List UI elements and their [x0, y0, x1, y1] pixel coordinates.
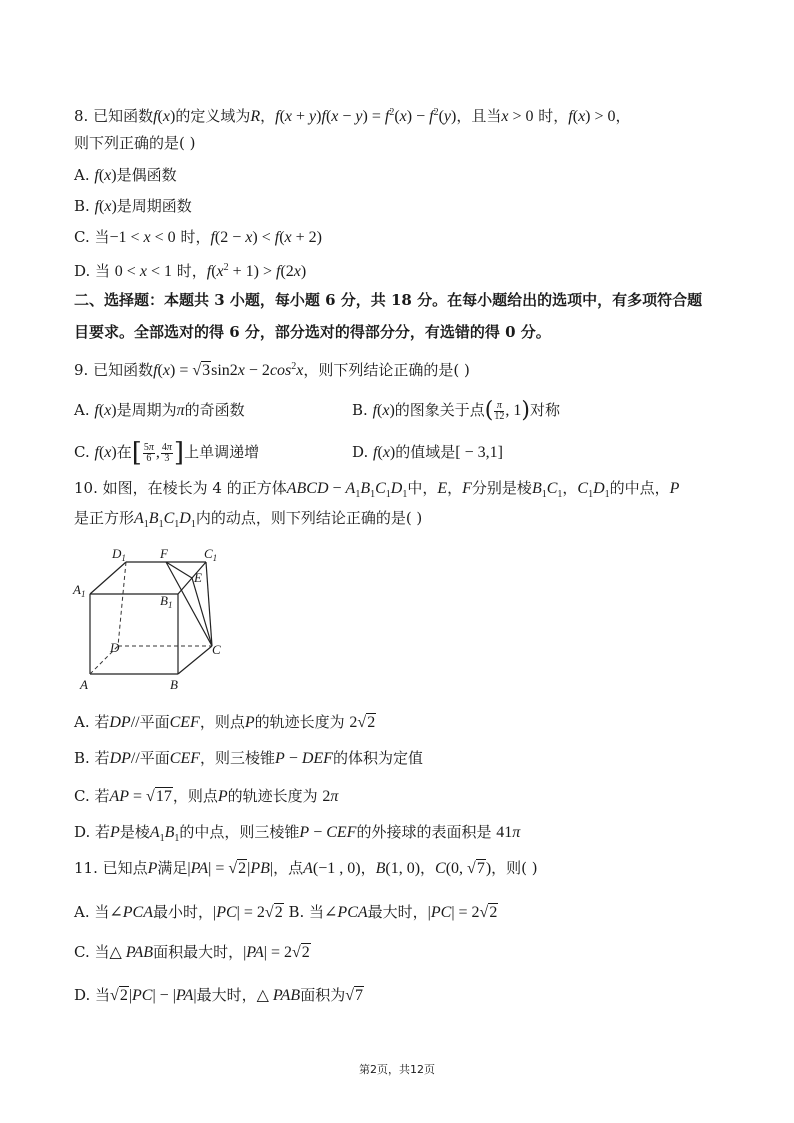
label-b: B: [170, 677, 178, 692]
label-d: D: [110, 640, 120, 655]
segment-fc: [166, 562, 212, 646]
q10-option-b: B. 若DP//平面CEF，则三棱锥P − DEF的体积为定值: [74, 749, 423, 767]
label-a1: $A_1$: [73, 582, 86, 599]
page-footer: 第2页，共12页: [359, 1063, 435, 1076]
label-a: A: [80, 677, 88, 692]
q10-stem-line1: 10. 如图，在棱长为 4 的正方体ABCD − $A_1B_1C_1D_1$中，E，F分别是棱$B_1C_1$，$C_1D_1$的中点，P: [74, 479, 680, 500]
q8-stem-line1: 8. 已知函数f(x)的定义域为R，$f(x + y)f(x - y) = f^2(x) - f^2(y)$，且当x > 0 时，f(x) > 0，: [74, 107, 631, 125]
q8-option-a: A. f(x)是偶函数: [74, 166, 177, 184]
section2-heading-line1: 二、选择题：本题共 3 小题，每小题 6 分，共 18 分。在每小题给出的选项中，有多项符合题: [74, 291, 703, 309]
q9-option-c: C. f(x)在[ $\frac{5\pi}{6}$ , $\frac{4\pi}{3}$ ]上单调递增: [74, 438, 260, 468]
label-e: E: [194, 570, 202, 585]
edge-a1d1: [90, 562, 126, 594]
q9-option-a: A. f(x)是周期为π的奇函数: [74, 401, 245, 419]
q10-stem-line2: 是正方形$A_1B_1C_1D_1$内的动点，则下列结论正确的是( ): [74, 509, 423, 530]
label-b1: $B_1$: [160, 593, 173, 610]
q9-stem: 9. 已知函数$f(x) = √3\sin 2x - 2\cos^2x$，则下列结论正确的是( ): [74, 361, 470, 379]
q10-option-c: C. 若AP = √17，则点P的轨迹长度为 2π: [74, 787, 339, 805]
q8-option-c: C. 当−1 < x < 0 时，f(2 − x) < f(x + 2): [74, 228, 322, 246]
section2-heading-line2: 目要求。全部选对的得 6 分，部分选对的得部分分，有选错的得 0 分。: [74, 323, 551, 341]
q8-option-b: B. f(x)是周期函数: [74, 197, 192, 215]
cube-figure: [70, 542, 240, 697]
q9-option-d: D. f(x)的值域是[ − 3,1]: [352, 443, 503, 461]
q9-option-b: B. f(x)的图象关于点( $\frac{\pi}{12}$ , 1)对称: [352, 398, 560, 423]
edge-bc: [178, 646, 212, 674]
label-c1: $C_1$: [204, 546, 218, 563]
q11-stem: 11. 已知点P满足|PA| = √2|PB|，点A(−1 , 0)，B(1, 0)，C(0, √7)，则( ): [74, 859, 538, 877]
label-f: F: [160, 546, 168, 561]
label-c: C: [212, 642, 221, 657]
q10-option-a: A. 若DP//平面CEF，则点P的轨迹长度为 2√2: [74, 713, 376, 731]
q10-option-d: D. 若P是棱$A_1B_1$的中点，则三棱锥P − CEF的外接球的表面积是 41π: [74, 823, 521, 844]
label-d1: $D_1$: [112, 546, 126, 563]
q11-option-c: C. 当△ PAB面积最大时，|PA| = 2√2: [74, 943, 310, 961]
q8-stem-line2: 则下列正确的是( ): [74, 134, 196, 152]
q11-option-d: D. 当√2|PC| − |PA|最大时，△ PAB面积为√7: [74, 986, 363, 1004]
q11-option-a-b: A. 当∠PCA最小时，|PC| = 2√2 B. 当∠PCA最大时，|PC| = 2√2: [74, 903, 498, 921]
edge-c1c: [206, 562, 212, 646]
q8-option-d: D. 当 0 < x < 1 时，$f(x^2 + 1) > f(2x)$: [74, 262, 307, 280]
edge-d1d-hidden: [118, 562, 126, 646]
